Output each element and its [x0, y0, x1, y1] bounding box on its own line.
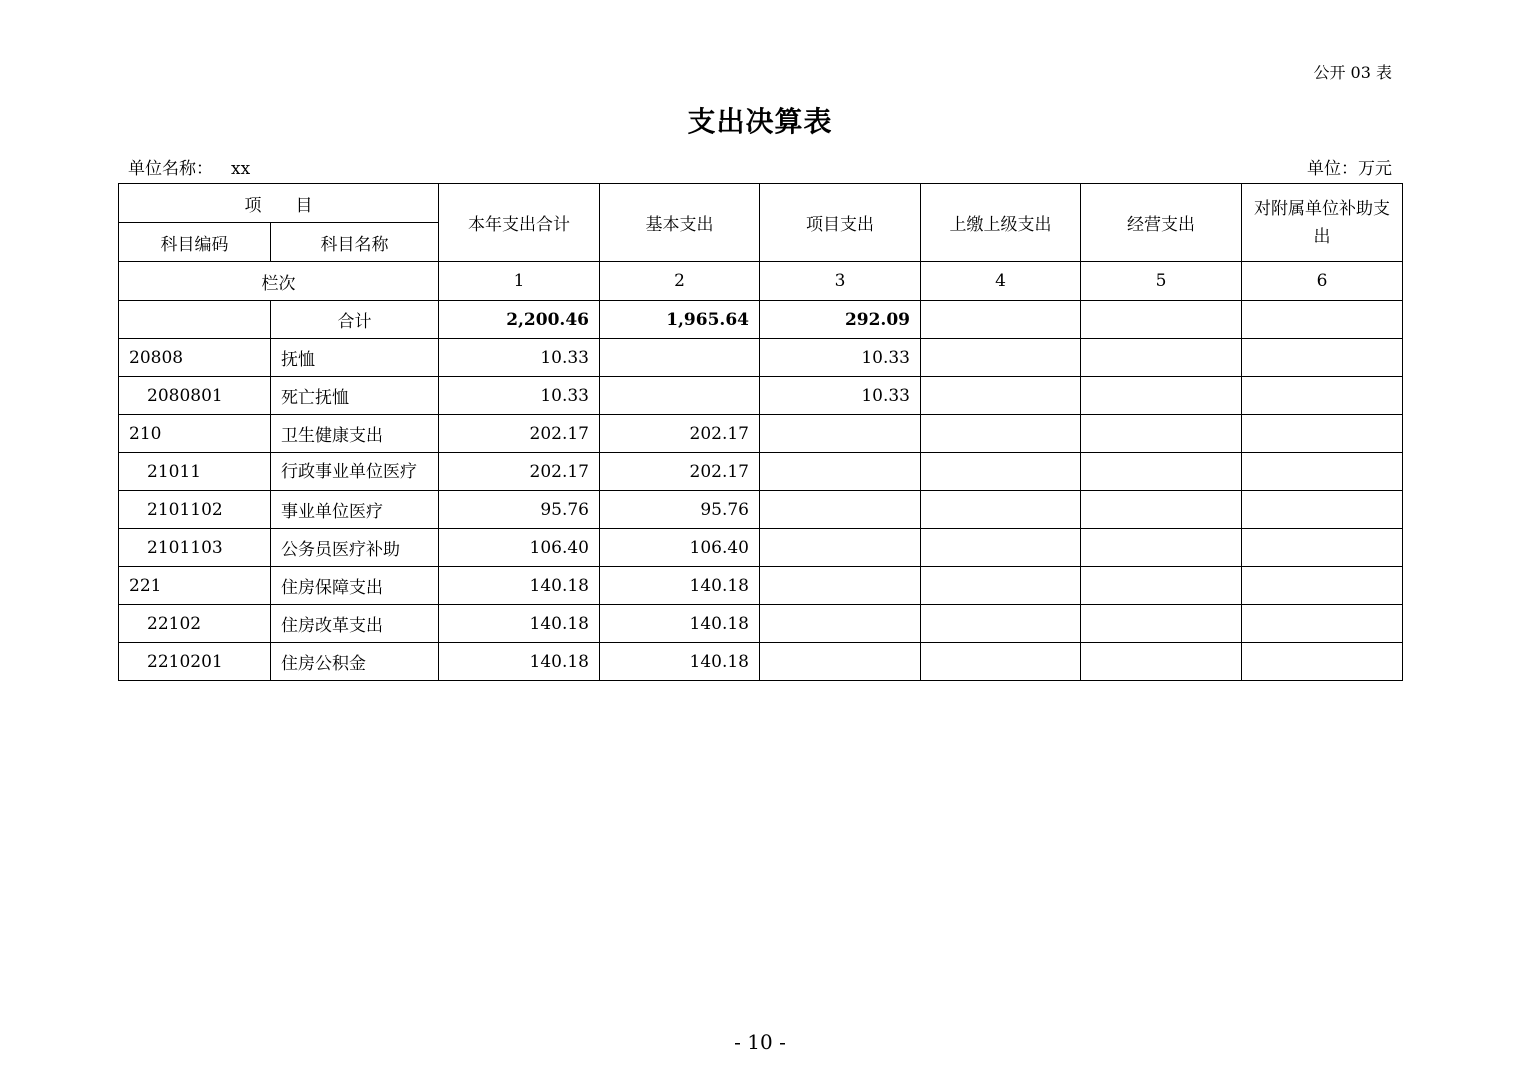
total-value: 2,200.46	[439, 301, 600, 339]
row-business	[1081, 453, 1242, 491]
unit-name-value: xx	[231, 159, 251, 179]
column-index-5: 5	[1081, 262, 1242, 301]
row-subsidy	[1242, 339, 1403, 377]
row-code: 2080801	[119, 377, 271, 415]
row-business	[1081, 415, 1242, 453]
header-name: 科目名称	[271, 223, 439, 262]
row-name: 住房保障支出	[271, 567, 439, 605]
table-row	[119, 415, 1403, 453]
row-project	[760, 415, 921, 453]
row-total: 140.18	[439, 567, 600, 605]
row-basic: 140.18	[600, 567, 760, 605]
row-project	[760, 643, 921, 681]
row-subsidy	[1242, 491, 1403, 529]
row-upper	[921, 377, 1081, 415]
unit-label: 单位：万元	[1307, 159, 1392, 179]
header-code: 科目编码	[119, 223, 271, 262]
row-name: 公务员医疗补助	[271, 529, 439, 567]
row-code: 22102	[119, 605, 271, 643]
header-business: 经营支出	[1081, 184, 1242, 262]
row-subsidy	[1242, 567, 1403, 605]
row-upper	[921, 605, 1081, 643]
column-index-1: 1	[439, 262, 600, 301]
row-project	[760, 529, 921, 567]
page-title: 支出决算表	[687, 105, 833, 138]
row-name: 死亡抚恤	[271, 377, 439, 415]
row-basic	[600, 377, 760, 415]
row-code: 2101103	[119, 529, 271, 567]
column-index-4: 4	[921, 262, 1081, 301]
row-subsidy	[1242, 605, 1403, 643]
row-project	[760, 491, 921, 529]
row-subsidy	[1242, 415, 1403, 453]
row-project	[760, 453, 921, 491]
row-name: 住房改革支出	[271, 605, 439, 643]
total-label: 合计	[271, 301, 439, 339]
row-upper	[921, 643, 1081, 681]
row-business	[1081, 491, 1242, 529]
row-code: 2101102	[119, 491, 271, 529]
header-item: 项 目	[119, 184, 439, 223]
row-code: 20808	[119, 339, 271, 377]
expenditure-table	[118, 183, 1403, 681]
row-project: 10.33	[760, 339, 921, 377]
row-total: 202.17	[439, 453, 600, 491]
row-name: 抚恤	[271, 339, 439, 377]
column-index-3: 3	[760, 262, 921, 301]
row-basic: 95.76	[600, 491, 760, 529]
column-index-label: 栏次	[119, 262, 439, 301]
row-basic	[600, 339, 760, 377]
row-business	[1081, 643, 1242, 681]
total-upper-value	[921, 301, 1081, 339]
row-name: 事业单位医疗	[271, 491, 439, 529]
header-upper: 上缴上级支出	[921, 184, 1081, 262]
row-upper	[921, 529, 1081, 567]
row-project: 10.33	[760, 377, 921, 415]
row-basic: 202.17	[600, 415, 760, 453]
row-project	[760, 605, 921, 643]
table-row	[119, 643, 1403, 681]
column-index-2: 2	[600, 262, 760, 301]
row-basic: 140.18	[600, 643, 760, 681]
total-project-value: 292.09	[760, 301, 921, 339]
total-row	[119, 301, 1403, 339]
row-subsidy	[1242, 377, 1403, 415]
row-name: 住房公积金	[271, 643, 439, 681]
row-upper	[921, 567, 1081, 605]
row-name: 行政事业单位医疗	[271, 453, 439, 491]
total-basic-value: 1,965.64	[600, 301, 760, 339]
row-basic: 106.40	[600, 529, 760, 567]
row-total: 10.33	[439, 339, 600, 377]
table-row	[119, 491, 1403, 529]
row-subsidy	[1242, 453, 1403, 491]
total-subsidy-value	[1242, 301, 1403, 339]
row-business	[1081, 567, 1242, 605]
header-subsidy: 对附属单位补助支出	[1242, 184, 1403, 262]
row-total: 106.40	[439, 529, 600, 567]
row-subsidy	[1242, 643, 1403, 681]
unit-name	[128, 154, 250, 179]
row-code: 2210201	[119, 643, 271, 681]
column-index-row	[119, 262, 1403, 301]
row-total: 140.18	[439, 605, 600, 643]
row-code: 210	[119, 415, 271, 453]
row-name: 卫生健康支出	[271, 415, 439, 453]
unit-name-label: 单位名称：	[128, 159, 213, 179]
row-business	[1081, 377, 1242, 415]
table-row	[119, 339, 1403, 377]
row-basic: 202.17	[600, 453, 760, 491]
row-total: 10.33	[439, 377, 600, 415]
row-business	[1081, 339, 1242, 377]
row-code: 21011	[119, 453, 271, 491]
header-total: 本年支出合计	[439, 184, 600, 262]
row-project	[760, 567, 921, 605]
page-number: - 10 -	[734, 1030, 786, 1054]
table-row	[119, 377, 1403, 415]
row-upper	[921, 491, 1081, 529]
header-project: 项目支出	[760, 184, 921, 262]
table-row	[119, 453, 1403, 491]
row-upper	[921, 339, 1081, 377]
total-code-cell	[119, 301, 271, 339]
total-business-value	[1081, 301, 1242, 339]
row-total: 202.17	[439, 415, 600, 453]
row-total: 140.18	[439, 643, 600, 681]
row-total: 95.76	[439, 491, 600, 529]
row-upper	[921, 453, 1081, 491]
row-code: 221	[119, 567, 271, 605]
form-number: 公开 03 表	[1313, 63, 1392, 82]
row-business	[1081, 529, 1242, 567]
row-upper	[921, 415, 1081, 453]
header-row-1	[119, 184, 1403, 223]
row-subsidy	[1242, 529, 1403, 567]
table-row	[119, 605, 1403, 643]
column-index-6: 6	[1242, 262, 1403, 301]
row-basic: 140.18	[600, 605, 760, 643]
row-business	[1081, 605, 1242, 643]
table-row	[119, 529, 1403, 567]
table-row	[119, 567, 1403, 605]
header-basic: 基本支出	[600, 184, 760, 262]
